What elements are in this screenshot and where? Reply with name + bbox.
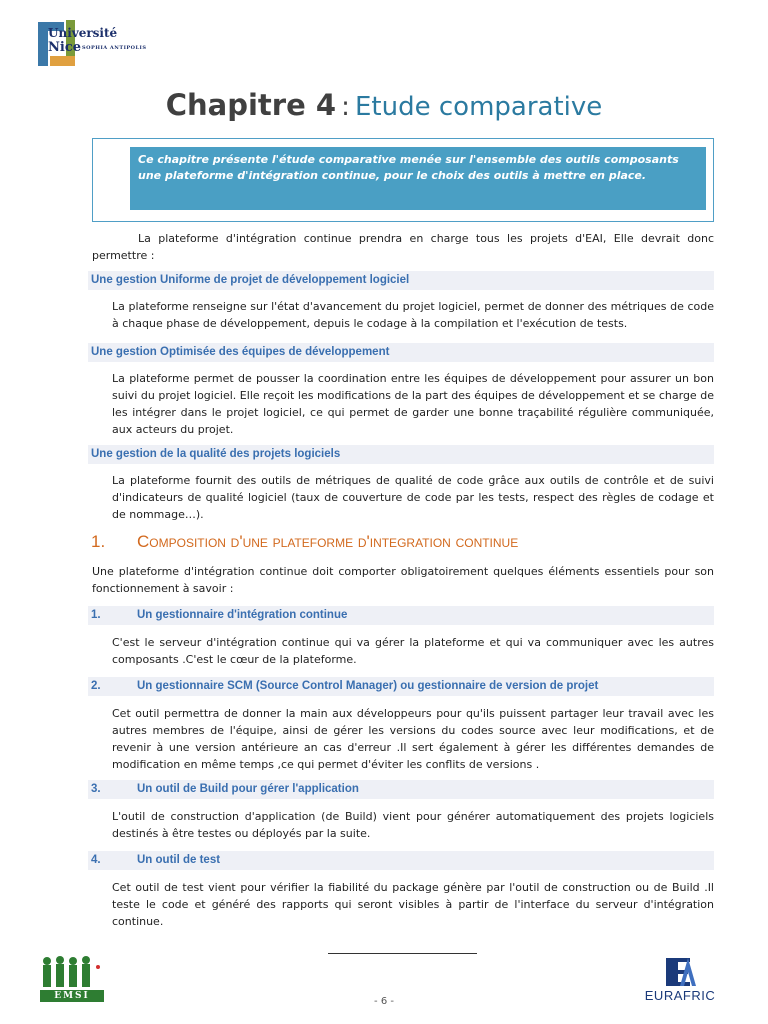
goal-body-uniform: La plateforme renseigne sur l'état d'avancement du projet logiciel, permet de donner des métriques de code à chaque phase de développement, depuis le codage à la compilation et l'exécution de tests. <box>112 300 714 330</box>
component-number: 2. <box>91 680 101 692</box>
emsi-logo-text: EMSI <box>40 990 104 1002</box>
component-body-ci-manager: C'est le serveur d'intégration continue qui va gérer la plateforme et qui va communiquer avec les autres composants .C'est le cœur de la plateforme. <box>112 636 714 666</box>
chapter-subtitle: Etude comparative <box>355 92 603 122</box>
logo-nice-text: Nice <box>48 40 82 55</box>
page-number: - 6 - <box>374 996 394 1007</box>
component-number: 1. <box>91 609 101 621</box>
component-body-scm: Cet outil permettra de donner la main aux développeurs pour qu'ils puissent partager leur travail avec les autres membres de l'équipe, ainsi de gérer les versions du codes source avec leur modifications, et de revenir à une version antérieure an cas d'erreur .Il sert également à gérer les différentes demandes de modification en même temps ,ce qui permet d'éviter les conflits de versions . <box>112 707 714 771</box>
people-icon <box>38 955 108 991</box>
eurafric-logo-text: EURAFRIC <box>644 988 716 1003</box>
goal-heading-uniform: Une gestion Uniforme de projet de développement logiciel <box>88 271 714 290</box>
chapter-title <box>0 88 768 122</box>
component-heading-scm <box>88 677 714 696</box>
footer-divider <box>328 953 477 954</box>
section-number: 1. <box>91 532 106 551</box>
logo-university-text: Université <box>48 26 118 40</box>
university-logo <box>36 18 166 70</box>
intro-paragraph: La plateforme d'intégration continue prendra en charge tous les projets d'EAI, Elle devrait donc permettre : <box>92 232 714 262</box>
logo-sophia-text: SOPHIA ANTIPOLIS <box>82 45 147 51</box>
component-heading-build <box>88 780 714 799</box>
section-intro: Une plateforme d'intégration continue doit comporter obligatoirement quelques éléments essentiels pour son fonctionnement à savoir : <box>92 565 714 595</box>
component-title: Un gestionnaire SCM (Source Control Manager) ou gestionnaire de version de projet <box>137 680 599 692</box>
goal-body-quality: La plateforme fournit des outils de métriques de qualité de code grâce aux outils de contrôle et de suivi d'indicateurs de qualité logiciel (taux de couverture de code par les tests, respect des règles de codage et de nommage…). <box>112 474 714 521</box>
component-heading-test <box>88 851 714 870</box>
component-heading-ci-manager <box>88 606 714 625</box>
section-title: Composition d'une plateforme d'integration continue <box>137 532 519 551</box>
component-title: Un outil de test <box>137 854 221 866</box>
eurafric-emblem-icon <box>666 958 696 986</box>
chapter-label: Chapitre 4 <box>165 88 337 122</box>
goal-heading-optimized: Une gestion Optimisée des équipes de développement <box>88 343 714 362</box>
component-body-test: Cet outil de test vient pour vérifier la fiabilité du package génère par l'outil de construction ou de Build .Il teste le code et généré des rapports qui seront visibles à partir de l'interface du serveur d'intégration continue. <box>112 881 714 928</box>
component-number: 4. <box>91 854 101 866</box>
goal-body-optimized: La plateforme permet de pousser la coordination entre les équipes de développement pour assurer un bon suivi du projet logiciel. Elle reçoit les modifications de la part des équipes de développement et se charge de les intégrer dans le projet logiciel, ce qui permet de garder une bonne traçabilité régulière communiquée, aux acteurs du projet. <box>112 372 714 436</box>
component-body-build: L'outil de construction d'application (de Build) vient pour générer automatiquement des projets logiciels destinés à être testes ou déployés par la suite. <box>112 810 714 840</box>
eurafric-logo <box>646 958 716 1008</box>
chapter-summary-box: Ce chapitre présente l'étude comparative menée sur l'ensemble des outils composants une plateforme d'intégration continue, pour le choix des outils à mettre en place. <box>130 147 706 210</box>
component-title: Un gestionnaire d'intégration continue <box>137 609 348 621</box>
goal-heading-quality: Une gestion de la qualité des projets logiciels <box>88 445 714 464</box>
chapter-separator: : <box>341 92 350 122</box>
component-title: Un outil de Build pour gérer l'application <box>137 783 359 795</box>
component-number: 3. <box>91 783 101 795</box>
